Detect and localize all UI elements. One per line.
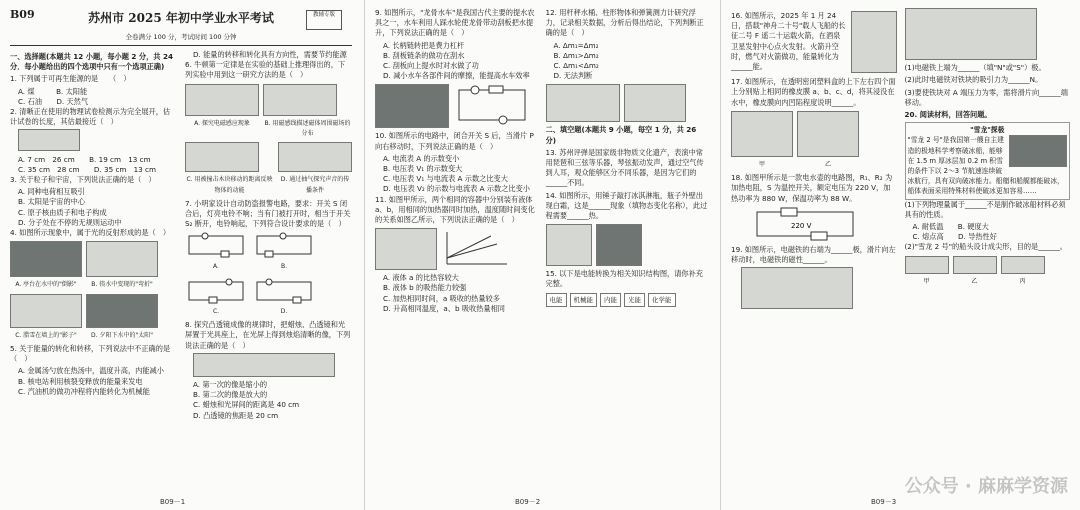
caption: 乙 [971,277,978,285]
caption: A. 探究电磁感应现象 [194,119,250,127]
diagram-box: 内能 [600,293,621,307]
electromagnet-figure [741,267,853,309]
option: B. 液体 b 的吸热能力较强 [383,283,467,293]
page-number: B09－1 [160,498,186,506]
option: D. 减小水车各部件间的摩擦，能提高水车效率 [383,71,530,81]
circuit-a [185,232,247,258]
question-18: 18. 如图甲所示是一款电水壶的电路图，R₁、R₂ 为加热电阻，S 为温控开关，额定电压为 220 V，加热功率为 880 W，保温功率为 88 W。 [731,173,893,203]
ramp-figure [185,142,259,172]
exam-code: B09 [10,8,35,21]
caption: 甲 [758,161,765,169]
option: A. 液体 a 的比热容较大 [383,273,459,283]
option: C. 电压表 V₁ 与电流表 A 示数之比变大 [383,174,508,184]
heating-setup-figure [375,228,437,270]
option: C. 35 cm 28 cm D. 35 cm 13 cm [18,164,156,174]
kettle-circuit [751,206,861,242]
question-14: 14. 如图所示，用锤子敲打冰淇淋瓶，瓶子外壁出现白霜，这是______现象（填物态变化名称），此过程需要______热。 [545,190,708,221]
page3-col-right [905,8,1071,493]
bell-jar-figure [278,142,352,172]
question-2: 2. 清晰正在使用的物理试卷检测示为完全展开，估计试卷的长度，其估最接近（ ） [10,107,171,127]
question-11: 11. 如图甲所示，两个相同的容器中分别装有液体 a、b，用相同的加热器同时加热，温度随时间变化的关系如图乙所示，下列说法正确的是（ ） [375,194,535,225]
option: D. 升高相同温度，a、b 吸收热量相同 [383,303,505,313]
circuit-options [185,232,352,317]
page-2 [364,0,718,510]
refraction-photo [86,241,158,277]
question-9: 9. 如图所示，"龙骨水车"是我国古代主要的提水农具之一，水车利用人踩水轮使龙骨带动刮板把水提升，下列说法正确的是（ ） [375,8,535,38]
option: C. Δm₁<Δm₂ [553,61,599,71]
page-number: B09－3 [871,498,897,506]
option: C. 汽油机的做功冲程将内能转化为机械能 [18,386,150,396]
question-5: 5. 关于能量的转化和转移，下列说法中不正确的是（ ） [10,344,171,364]
diagram-box: 机械能 [570,293,598,307]
reading-body: "雪龙 2 号"是我国第一艘自主建造的极地科学考察破冰船，能够在 1.5 m 厚冰层加 0.2 m 积雪的条件下以 2～3 节航速连续破冰航行，具有双向破冰能力。船艏和船艉都能破冰，船体表面采用特殊材料使破冰更加容易…… [907,136,1064,196]
watermark: 公众号 · 麻麻学资源 [904,476,1068,497]
ice-bottle-photo [546,224,592,266]
diagram-box: 光能 [624,293,645,307]
sunset-photo [86,294,158,328]
option: D. 凸透镜的焦距是 20 cm [193,410,279,420]
option: A. Δm₁=Δm₂ [553,40,599,50]
reading-title: "雪龙"探极 [970,126,1005,135]
option: B. Δm₁>Δm₂ [553,50,599,60]
option: A. 第一次的像是缩小的 [193,380,268,390]
option: B. 核电站利用核裂变释放的能量来发电 [18,376,143,386]
option: D. 能量的转移和转化具有方向性，需要节约能源 [193,50,347,59]
question-13: 13. 苏州评弹是国家级非物质文化遗产，表演中常用琵琶和三弦等乐器，琴弦振动发声，通过空气传到人耳，观众能够区分不同乐器，是因为它们的______不同。 [545,147,704,188]
container-figure [624,84,686,122]
question-20: (1)下列物理量属于______不是制作破冰船材料必须具有的性质。 [904,199,1066,219]
page3-col-left [731,8,897,493]
caption: B. 用磁感线描述磁体周围磁场的分布 [264,119,351,138]
exam-title: 苏州市 2025 年初中学业水平考试 [88,11,274,25]
electromagnet-diagram [905,8,1037,60]
circuit-c [185,278,247,304]
caption: A. 亭台在水中的"倒影" [15,281,77,289]
question-7: 7. 小明家设计自动防盗报警电路，要求：开关 S 闭合后，灯亮电铃不响；当有门被打开时，相当于开关 S₂ 断开，电铃响起，下列符合设计要求的是（ ） [185,198,351,229]
question-20-2: (2)"雪龙 2 号"的船头设计成尖形，目的是______。 [904,242,1067,252]
option: B. 电压表 V₁ 的示数变大 [383,164,463,174]
page-number: B09－2 [515,498,541,506]
question-16: 16. 如图所示，2025 年 1 月 24 日，搭载"神舟二十号"载人飞船的长征二号 F 遥二十运载火箭，在酒泉卫星发射中心点火发射。火箭升空时，燃气对火箭做功，能量转化为______能。 [731,11,846,72]
question-17: 17. 如图所示，在透明密闭塑料盒的上下左右四个面上分别贴上相同的橡皮膜 a、b、c、d，将其浸没在水中，橡皮膜向内凹陷程度说明______。 [731,77,896,107]
page1-col-left [10,50,177,510]
temperature-graph [441,228,511,268]
page1-col-right [185,50,352,510]
circuit-diagram [453,84,533,126]
water-wheel-photo [375,84,449,128]
option: C. 熔点高 D. 导热性好 [912,232,997,242]
page-3 [720,0,1080,510]
question-4: 4. 如图所示现象中，属于光的反射形成的是（ ） [10,228,171,238]
option: B. 太阳是宇宙的中心 [18,197,86,207]
option: B. 第二次的像是放大的 [193,390,268,400]
option: D. 电压表 V₂ 的示数与电流表 A 示数之比变小 [383,184,530,194]
circuit-label: C. [212,308,220,316]
option: A. 电流表 A 的示数变小 [383,153,460,163]
caption: C. 腊雪在墙上的"影子" [15,331,77,339]
pressure-box-figure [797,111,859,157]
page2-col-left [375,8,538,493]
exam-subtitle: 全卷满分 100 分，考试时间 100 分钟 [125,33,237,41]
rocket-photo [851,11,897,73]
question-15: 15. 以下是电能转换为相关知识结构图，请你补充完整。 [545,269,703,289]
option: B. 刮板链条的做功在刮水 [383,50,465,60]
option: A. 长柄链转把是费力杠杆 [383,40,465,50]
option: C. 刮板向上提水时对水做了功 [383,61,479,71]
question-6: 6. 牛顿第一定律是在实验的基础上推理得出的，下列实验中用到这一研究方法的是（ ） [185,60,346,80]
circuit-d [253,278,315,304]
option: D. 分子处在不停的无规则运动中 [18,217,122,227]
divider [10,45,352,46]
option: A. 煤 B. 太阳能 [18,86,88,96]
caption: C. 用被撞击木块移动的距离反映物体的动能 [186,176,273,194]
hull-figure [953,256,997,274]
induction-figure [185,84,259,116]
caption: 乙 [824,161,831,169]
circuit-label: B. [280,262,288,270]
question-19: 19. 如图所示，电磁铁的右端为______极，滑片向左移动时，电磁铁的磁性______。 [731,245,896,265]
caption: 甲 [923,277,930,285]
caption: B. 筷水中变现的"弯折" [91,281,153,289]
answer-line: (2)此时电磁铁对铁块的吸引力为______N。 [904,75,1043,85]
hull-figure [905,256,949,274]
frost-photo [596,224,642,266]
reading-passage [905,122,1071,199]
circuit-b [253,232,315,258]
magnet-field-figure [263,84,337,116]
option: D. 无法判断 [553,71,593,81]
page-1 [0,0,362,510]
option: C. 原子核由质子和电子构成 [18,207,107,217]
diagram-box: 化学能 [648,293,676,307]
answer-line: (3)要使铁块对 A 端压力为零，需将滑片向______端移动。 [904,87,1068,107]
buoyancy-figure [546,84,620,122]
answer-line: (1)电磁铁上端为______（填"N"或"S"）极。 [904,63,1046,73]
icebreaker-photo [1009,135,1067,167]
question-1: 1. 下列属于可再生能源的是 （ ） [10,74,131,84]
option: C. 加热相同时间，a 吸收的热量较多 [383,293,500,303]
option: A. 同种电荷相互吸引 [18,187,85,197]
section-heading: 一、选择题(本题共 12 小题，每小题 2 分，共 24 分．每小题给出的四个选项中只有一个选项正确) [10,52,173,72]
circuit-label: D. [280,308,288,316]
option: A. 7 cm 26 cm B. 19 cm 13 cm [18,154,151,164]
option: C. 蜡烛和光屏间的距离是 40 cm [193,400,300,410]
caption: D. 通过抽气探究声音的传播条件 [280,176,350,194]
exam-paper-photo [18,129,80,151]
publisher-logo: 教辅专版 [306,10,342,30]
option: A. 金属汤勺放在热汤中，温度升高，内能减小 [18,366,164,376]
question-8: 8. 探究凸透镜成像的规律时，把蜡烛、凸透镜和光屏置于光具座上，在光屏上得到烛焰清晰的像，下列说法正确的是（ ） [185,320,351,350]
page2-col-right [546,8,709,493]
hull-figure [1001,256,1045,274]
section-heading: 二、填空题(本题共 9 小题，每空 1 分，共 26 分) [545,125,697,145]
shadow-photo [10,294,82,328]
lens-bench-figure [193,353,335,377]
caption: 丙 [1019,277,1026,285]
reflection-photo [10,241,82,277]
question-3: 3. 关于粒子和宇宙，下列说法正确的是（ ） [10,175,156,185]
pressure-box-figure [731,111,793,157]
caption: D. 夕阳下水中的"太阳" [91,331,153,339]
option: A. 耐低温 B. 硬度大 [912,222,989,232]
option: C. 石油 D. 天然气 [18,96,89,106]
diagram-box: 电能 [546,293,567,307]
section-heading: 20. 阅读材料，回答问题。 [904,110,992,120]
circuit-label: A. [213,262,219,270]
question-10: 10. 如图所示的电路中，闭合开关 S 后，当滑片 P 向右移动时，下列说法正确的是（ ） [375,131,534,151]
question-12: 12. 用杆秤水桶、柱形物体和弹簧测力计研究浮力，记录相关数据，分析后得出结论，下列判断正确的是（ ） [545,8,704,38]
voltage-label: 220 V [791,221,812,230]
